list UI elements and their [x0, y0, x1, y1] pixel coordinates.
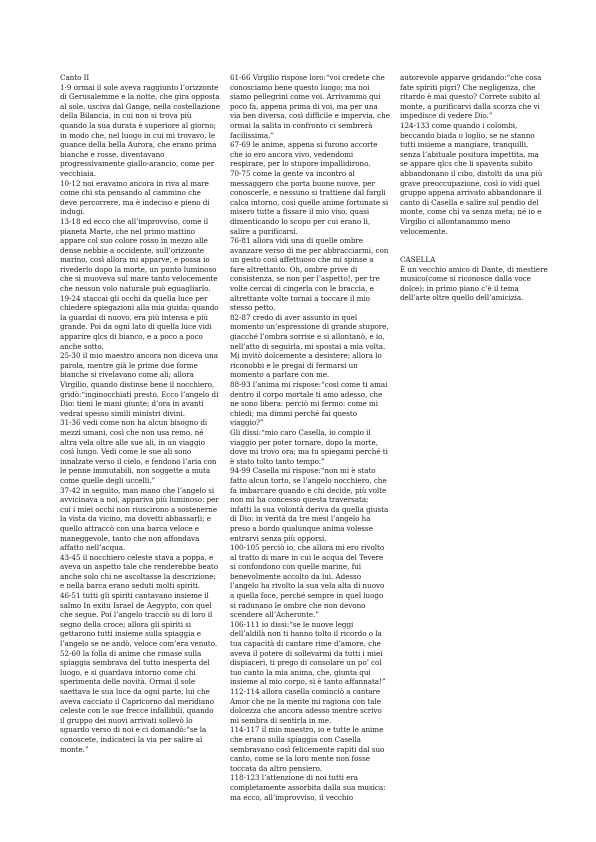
col3-note-paragraph: È un vecchio amico di Dante, di mestiere musico(come si riconosce dalla voce dolce); in primo piano c’è il tema dell’arte oltre quello dell’amicizia.	[400, 264, 548, 303]
col3-paragraph: 124-133 come quando i colombi, beccando biada o loglio, se ne stanno tutti insieme a mangiare, tranquilli, senza l’abituale positura impettita, ma se appare qlcs che li spaventa subito abbandonano il cibo, distolti da una più grave preoccupazione, così io vidi quel gruppo appena arrivato abbandonare il canto di Casella e salire sul pendio del monte, come chi va senza meta; né io e Virgilio ci allontanammo meno velocemente.	[400, 120, 543, 236]
col2-paragraph: 106-111 io dissi:“se le nuove leggi dell’aldilà non ti hanno tolto il ricordo o la tua capacità di cantare rime d’amore, che aveva il potere di sollevarmi da tutti i miei dispiaceri, ti prego di consolare un po’ col tuo canto la mia anima, che, giunta qui insieme al mio corpo, si è tanto affannata!”	[230, 619, 386, 687]
col1-paragraph: 1-9 ormai il sole aveva raggiunto l’orizzonte di Gerusalemme e la notte, che gira opposta al sole, usciva dal Gange, nella costellazione della Bilancia, in cui non si trova più quando la sua durata è superiore al giorno; in modo che, nel luogo in cui mi trovavo, le guance della bella Aurora, che erano prima bianche e rosse, diventavano progressivamente giallo-arancio, come per vecchiaia.	[60, 82, 220, 178]
col2-paragraph: 70-75 come la gente va incontro al messaggero che porta buone nuove, per conoscerle, e nessuno si trattiene dal fargli calca intorno, così quelle anime fortunate si misero tutte a fissare il mio viso, quasi dimenticando lo scopo per cui erano lì, salire a purificarsi.	[230, 168, 389, 236]
col1-paragraph: 31-36 vedi come non ha alcun bisogno di mezzi umani, così che non usa remo, né altra vela oltre alle sue ali, in un viaggio così lungo. Vedi come le sue ali sono innalzate verso il cielo, e fendono l’aria con le penne immutabili, non soggette a muta come quelle degli uccelli.”	[60, 418, 217, 485]
column-3	[400, 73, 548, 303]
col1-paragraph: 43-45 il nocchiero celeste stava a poppa, e aveva un aspetto tale che renderebbe beato anche solo chi ne ascoltasse la descrizione; e nella barca erano seduti molti spiriti.	[60, 552, 219, 591]
col1-paragraph: 52-60 la folla di anime che rimase sulla spiaggia sembrava del tutto inesperta del luogo, e si guardava intorno come chi sperimenta delle novità. Ormai il sole saettava le sua luce da ogni parte, lui che aveva cacciato il Capricorno dal meridiano celeste con le sue frecce infallibili, quando il gruppo dei nuovi arrivati sollevò lo sguardo verso di noi e ci domandò:“se la conoscete, indicateci la via per salire al monte.”	[60, 648, 215, 754]
col2-paragraph: 82-87 credo di aver assunto in quel momento un’espressione di grande stupore, giacché l’ombra sorrise e si allontanò, e io, nell’atto di seguirla, mi spostai a mia volta. Mi invitò dolcemente a desistere; allora lo riconobbi e le pregai di fermarsi un momento a parlare con me.	[230, 312, 389, 380]
col2-paragraph: 94-99 Casella mi rispose:“non mi è stato fatto alcun torto, se l’angelo nocchiero, che fa imbarcare quando e chi decide, più volte non mi ha concesso questa traversata; infatti la sua volontà deriva da quella giusta di Dio: in verità da tre mesi l’angelo ha preso a bordo qualunque anima volesse entrarvi senza più opporsi.	[230, 466, 389, 543]
column-2	[230, 73, 390, 802]
col1-paragraph: 13-18 ed ecco che all’improvviso, come il pianeta Marte, che nel primo mattino appare col suo colore rosso in mezzo alle dense nebbie a occidente, sull’orizzonte marino, così allora mi apparve, e possa io rivederlo dopo la morte, un punto luminoso che si muoveva sul mare tanto velocemente che nessun volo naturale può eguagliarlo.	[60, 216, 218, 294]
col2-paragraph: 118-123 l’attenzione di noi tutti era completamente assorbita dalla sua musica: ma ecco, all’improvviso, il vecchio	[230, 773, 386, 802]
column-1	[60, 73, 220, 754]
col2-paragraph: Gli dissi:“mio caro Casella, io compio il viaggio per poter tornare, dopo la morte, dove mi trovo ora; ma tu spiegami perché ti è stato tolto tanto tempo.”	[230, 427, 388, 466]
col1-paragraph: 37-42 in seguito, man mano che l’angelo si avvicinava a noi, appariva più luminoso: per cui i miei occhi non riuscirono a sostenerne la vista da vicino, ma dovetti abbassarli; e quello attraccò con una barca veloce e maneggevole, tanto che non affondava affatto nell’acqua.	[60, 485, 219, 553]
col1-paragraph: 25-30 il mio maestro ancora non diceva una parola, mentre già le prime due forme bianche si rivelavano come ali; allora Virgilio, quando distinse bene il nocchiero, gridò:“inginocchiati presto. Ecco l’angelo di Dio: tieni le mani giunte; d’ora in avanti vedrai spesso simili ministri divini.	[60, 351, 219, 418]
col3-paragraph: autorevole apparve gridando:“che cosa fate spiriti pigri? Che negligenza, che ritardo è mai questo? Correte subito al monte, a purificarvi dalla scorza che vi impedisce di vedere Dio.”	[400, 73, 542, 121]
col2-paragraph: 61-66 Virgilio rispose loro:“voi credete che conosciamo bene questo luogo; ma noi siamo pellegrini come voi. Arrivammo qui poco fa, appena prima di voi, ma per una via ben diversa, così difficile e impervia, che ormai la salita in confronto ci sembrerà facilissima.”	[230, 73, 390, 140]
col2-paragraph: 88-93 l’anima mi rispose:“così come ti amai dentro il corpo mortale ti amo adesso, che ne sono libera: perciò mi fermo: come mi chiedi; ma dimmi perché fai questo viaggio?”	[230, 380, 388, 428]
col2-paragraph: 67-69 le anime, appena si furono accorte che io ero ancora vivo, vedendomi respirare, per lo stupore impallidirono.	[230, 140, 378, 169]
col2-paragraph: 114-117 il mio maestro, io e tutte le anime che erano sulla spiaggia con Casella sembravano così felicemente rapiti dal suo canto, come se la loro mente non fosse toccata da altro pensiero.	[230, 725, 385, 773]
col2-paragraph: 100-105 perciò io, che allora mi ero rivolto al tratto di mare in cui le acqua del Tevere si confondono con quelle marine, fui benevolmente accolto da lui. Adesso l’angelo ha rivolto la sua vela alta di nuovo a quella foce, perché sempre in quel luogo si radunano le ombre che non devono scendere all’Acheronte.”	[230, 543, 385, 620]
col2-paragraph: 76-81 allora vidi una di quelle ombre avanzare verso di me per abbracciarmi, con un gesto così affettuoso che mi spinse a fare altrettanto. Oh, ombre prive di consistenza, se non per l’aspetto!, per tre volte cercai di cingerla con le braccia, e altrettante volte tornai a toccare il mio stesso petto.	[230, 236, 389, 313]
col1-paragraph: 46-51 tutti gli spiriti cantavano insieme il salmo In exitu Israel de Aegypto, con quel che segue. Poi l’angelo tracciò su di loro il segno della croce; allora gli spiriti si gettarono tutti insieme sulla spiaggia e l’angelo se ne andò, veloce com’era venuto.	[60, 591, 218, 649]
col3-note-paragraph: CASELLA	[400, 255, 436, 265]
section-gap	[400, 236, 548, 255]
col1-paragraph: 10-12 noi eravamo ancora in riva al mare come chi sta pensando al cammino che deve percorrere, ma è indeciso e pieno di indugi.	[60, 178, 210, 217]
col2-paragraph: 112-114 allora casella cominciò a cantare Amor che ne la mente mi ragiona con tale dolcezza che ancora adesso mentre scrivo mi sembra di sentirla in me.	[230, 687, 382, 725]
col1-paragraph: 19-24 staccai gli occhi da quella luce per chiedere spiegazioni alla mia guida; quando la guardai di nuovo, era più intensa e più grande. Poi da ogni lato di quella luce vidi apparire qlcs di bianco, e a poco a poco anche sotto.	[60, 293, 219, 351]
col1-paragraph: Canto II	[60, 73, 90, 82]
